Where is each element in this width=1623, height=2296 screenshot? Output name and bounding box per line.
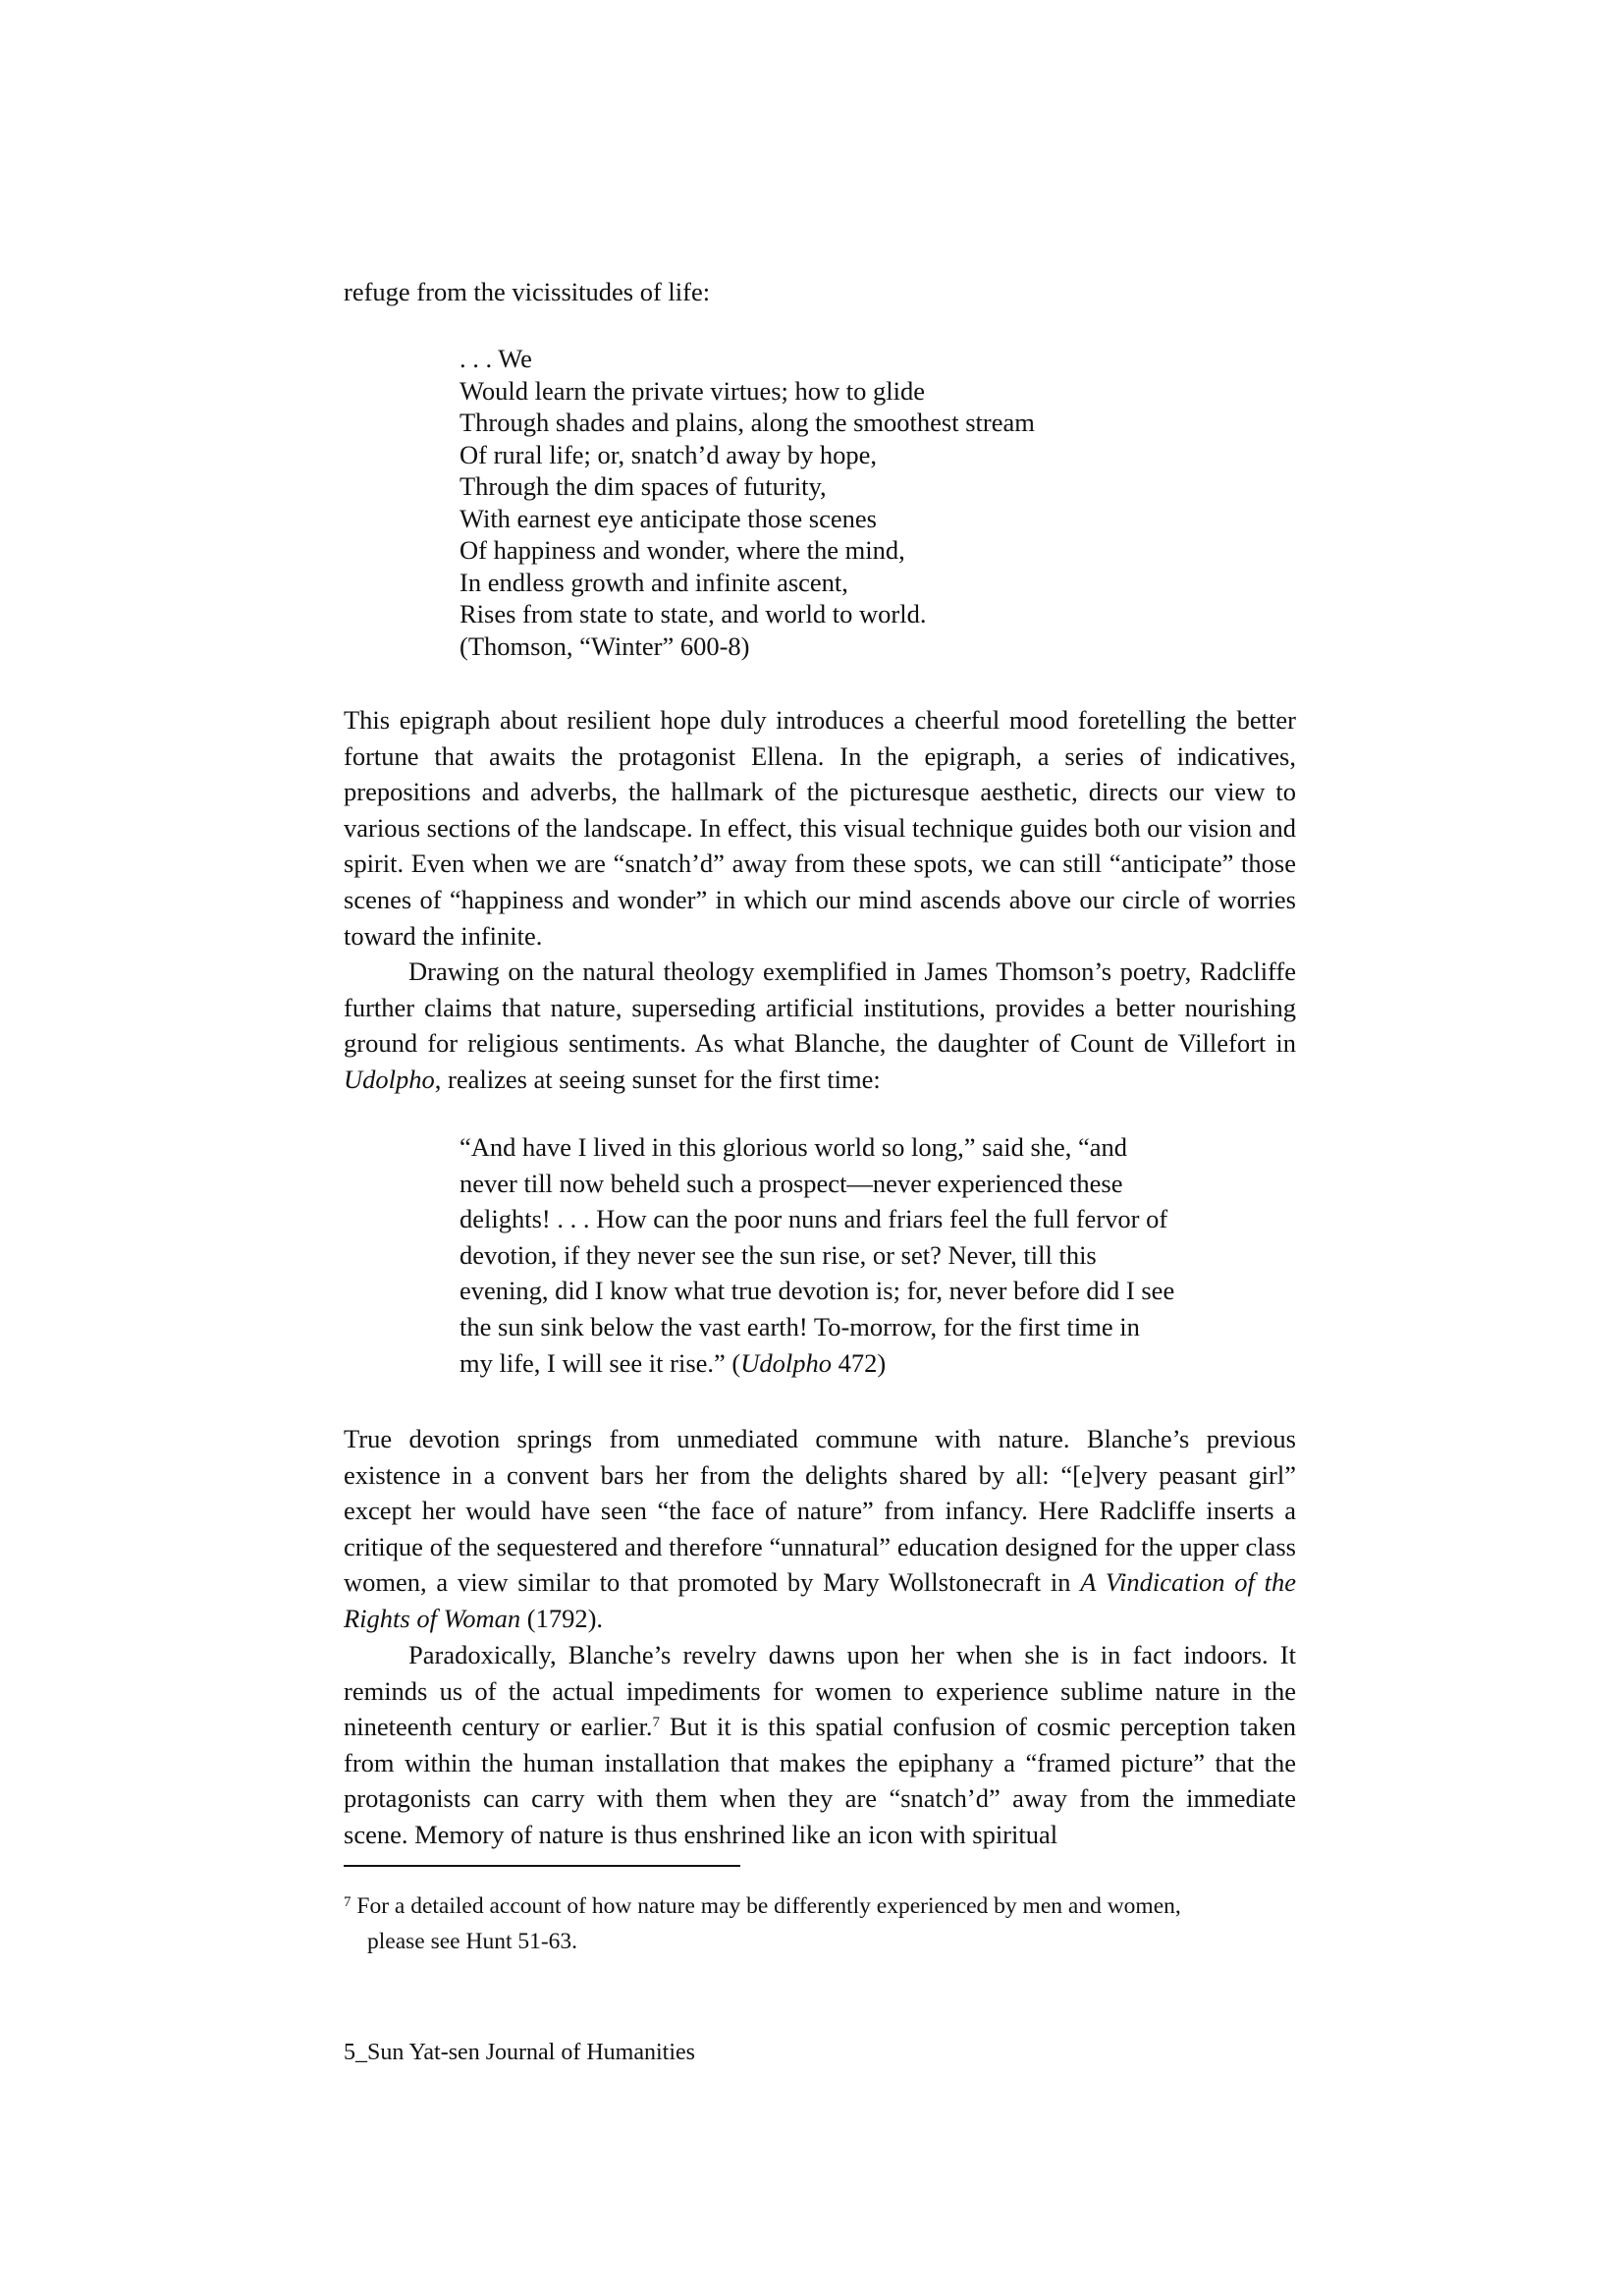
poem-line: With earnest eye anticipate those scenes bbox=[460, 503, 877, 533]
footnote-number: 7 bbox=[344, 1894, 352, 1910]
footnote bbox=[344, 1888, 1296, 1959]
poem-line: Rises from state to state, and world to world. bbox=[460, 599, 927, 629]
prose-block-quote bbox=[460, 1129, 1235, 1381]
quote-line: delights! . . . How can the poor nuns and friars feel the full fervor of bbox=[460, 1204, 1168, 1234]
paragraph-text: Paradoxically, Blanche’s revelry dawns upon her when she is in fact indoors. It reminds us of the actual impediments for women to experience sublime nature in the nineteenth century or earlier. bbox=[344, 1640, 1296, 1742]
paragraph-text: , realizes at seeing sunset for the first time: bbox=[434, 1064, 881, 1094]
work-title: A Vindication of the Rights of Woman bbox=[344, 1567, 1296, 1633]
body-paragraph-3 bbox=[344, 1421, 1296, 1637]
poem-line: Through the dim spaces of futurity, bbox=[460, 471, 827, 501]
footnote-text: For a detailed account of how nature may be differently experienced by men and women, bbox=[351, 1893, 1181, 1919]
citation-title: Udolpho bbox=[740, 1347, 833, 1378]
paragraph-text: (1792). bbox=[520, 1603, 604, 1633]
paragraph-text: Drawing on the natural theology exemplified in James Thomson’s poetry, Radcliffe further claims that nature, superseding artificial institutions, provides a better nourishing ground for religious sentiments. As what Blanche, the daughter of Count de Villefort in bbox=[344, 957, 1296, 1059]
body-paragraph-4 bbox=[344, 1637, 1296, 1853]
running-footer: 5_Sun Yat-sen Journal of Humanities bbox=[344, 2040, 695, 2065]
quote-line: never till now beheld such a prospect—never experienced these bbox=[460, 1168, 1123, 1198]
journal-page bbox=[344, 0, 1296, 2296]
quote-text: my life, I will see it rise.” ( bbox=[460, 1347, 741, 1378]
footnote-reference[interactable]: 7 bbox=[652, 1715, 660, 1731]
footnote-divider bbox=[344, 1865, 740, 1867]
body-paragraph-1: This epigraph about resilient hope duly introduces a cheerful mood foretelling the better fortune that awaits the protagonist Ellena. In the epigraph, a series of indicatives, prepositions and adverbs, the hallmark of the picturesque aesthetic, directs our view to various sections of the landscape. In effect, this visual technique guides both our vision and spirit. Even when we are “snatch’d” away from these spots, we can still “anticipate” those scenes of “happiness and wonder” in which our mind ascends above our circle of worries toward the infinite. bbox=[344, 705, 1296, 951]
work-title: Udolpho bbox=[344, 1064, 435, 1094]
quote-line: devotion, if they never see the sun rise, or set? Never, till this bbox=[460, 1239, 1097, 1270]
quote-line: “And have I lived in this glorious world so long,” said she, “and bbox=[460, 1132, 1128, 1162]
poem-citation: (Thomson, “Winter” 600-8) bbox=[460, 630, 750, 661]
quote-line: evening, did I know what true devotion is; for, never before did I see bbox=[460, 1276, 1175, 1306]
poem-line: Would learn the private virtues; how to glide bbox=[460, 375, 926, 406]
poem-line: Of happiness and wonder, where the mind, bbox=[460, 535, 905, 565]
paragraph-text: True devotion springs from unmediated commune with nature. Blanche’s previous existence in a convent bars her from the delights shared by all: “[e]very peasant girl” except her would have seen “the face of nature” from infancy. Here Radcliffe inserts a critique of the sequestered and therefore “unnatural” education designed for the upper class women, a view similar to that promoted by Mary Wollstonecraft in bbox=[344, 1424, 1296, 1598]
quote-line: the sun sink below the vast earth! To-morrow, for the first time in bbox=[460, 1311, 1140, 1341]
poem-line: Through shades and plains, along the smoothest stream bbox=[460, 408, 1035, 437]
lead-in-text: refuge from the vicissitudes of life: bbox=[344, 277, 711, 306]
poem-line: . . . We bbox=[460, 344, 532, 373]
poem-block-quote bbox=[460, 343, 1035, 662]
poem-line: In endless growth and infinite ascent, bbox=[460, 567, 848, 597]
body-paragraph-2 bbox=[344, 954, 1296, 1097]
paragraph-text: But it is this spatial confusion of cosmic perception taken from within the human installation that makes the epiphany a “framed picture” that the protagonists can carry with them when they are “snatch’d” away from the immediate scene. Memory of nature is thus enshrined like an icon with spiritual bbox=[344, 1712, 1297, 1849]
quote-last-line bbox=[460, 1345, 1235, 1382]
citation-page: 472) bbox=[832, 1347, 887, 1378]
footnote-text: please see Hunt 51-63. bbox=[367, 1929, 578, 1954]
poem-line: Of rural life; or, snatch’d away by hope, bbox=[460, 439, 877, 469]
